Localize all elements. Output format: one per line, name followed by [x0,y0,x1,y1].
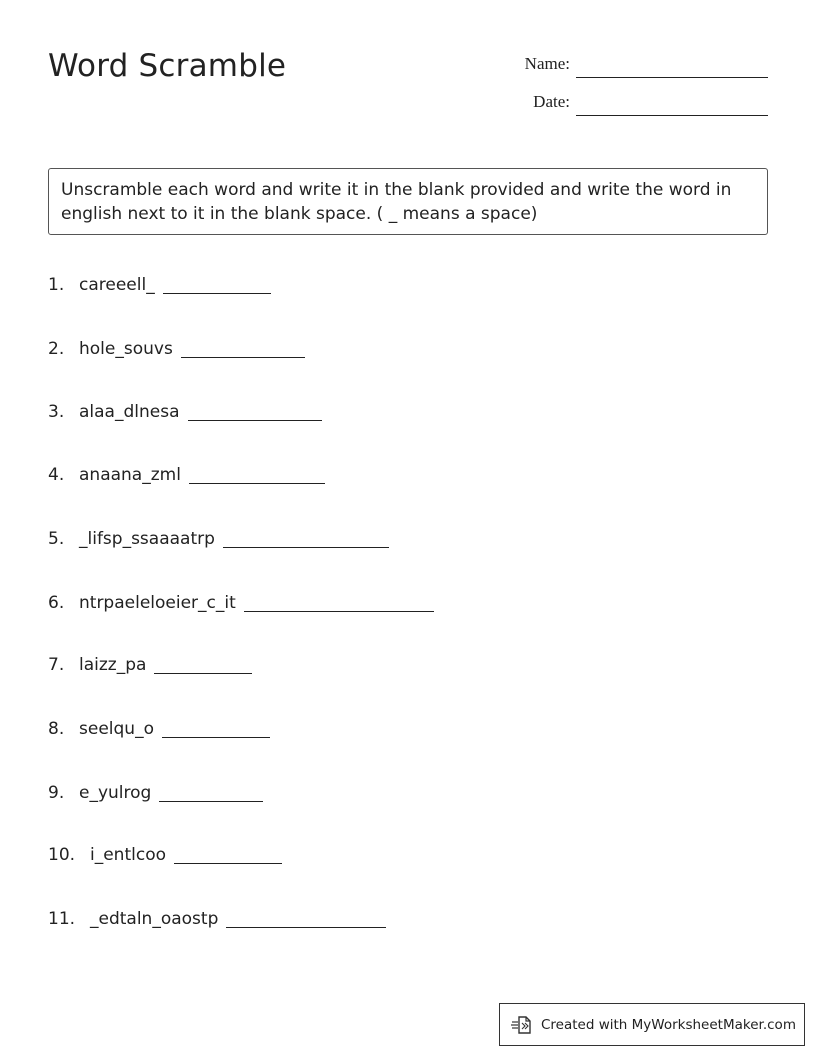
scrambled-word: alaa_dlnesa [79,402,180,422]
page-title: Word Scramble [48,48,287,84]
answer-blank[interactable] [181,356,305,358]
answer-blank[interactable] [163,292,271,294]
scrambled-word: careeell_ [79,275,155,295]
scramble-item [48,525,389,553]
item-number: 5. [48,529,65,549]
item-number: 4. [48,465,65,485]
name-line[interactable] [576,77,768,78]
scramble-item [48,841,282,869]
scramble-item [48,715,270,743]
scrambled-word: anaana_zml [79,465,181,485]
scramble-item [48,779,263,807]
date-label: Date: [533,92,570,111]
answer-blank[interactable] [159,800,263,802]
name-field[interactable] [480,54,768,80]
item-number: 1. [48,275,65,295]
scrambled-word: seelqu_o [79,719,154,739]
scrambled-word: ntrpaeleloeier_c_it [79,593,236,613]
item-number: 7. [48,655,65,675]
answer-blank[interactable] [174,862,282,864]
scrambled-word: laizz_pa [79,655,147,675]
name-label: Name: [524,54,570,73]
scramble-item [48,461,325,489]
scramble-item [48,905,386,933]
answer-blank[interactable] [162,736,270,738]
item-number: 8. [48,719,65,739]
scramble-item [48,335,305,363]
scrambled-word: hole_souvs [79,339,173,359]
scrambled-word: i_entlcoo [90,845,166,865]
answer-blank[interactable] [223,546,389,548]
answer-blank[interactable] [154,672,252,674]
scramble-item [48,271,271,299]
scramble-item [48,589,434,617]
scrambled-word: e_yulrog [79,783,152,803]
item-number: 9. [48,783,65,803]
scrambled-word: _lifsp_ssaaaatrp [79,529,215,549]
worksheet-maker-logo-icon [511,1014,533,1036]
answer-blank[interactable] [226,926,386,928]
answer-blank[interactable] [188,419,322,421]
date-field[interactable] [480,92,768,118]
scramble-item [48,398,322,426]
answer-blank[interactable] [189,482,325,484]
answer-blank[interactable] [244,610,434,612]
item-number: 6. [48,593,65,613]
footer-text: Created with MyWorksheetMaker.com [541,1016,796,1033]
item-number: 10. [48,845,76,865]
item-number: 2. [48,339,65,359]
created-with-badge[interactable] [499,1003,805,1046]
instructions-box: Unscramble each word and write it in the blank provided and write the word in english next to it in the blank space. ( _ means a space) [48,168,768,235]
scrambled-word: _edtaln_oaostp [90,909,219,929]
scramble-item [48,651,252,679]
item-number: 11. [48,909,76,929]
item-number: 3. [48,402,65,422]
date-line[interactable] [576,115,768,116]
